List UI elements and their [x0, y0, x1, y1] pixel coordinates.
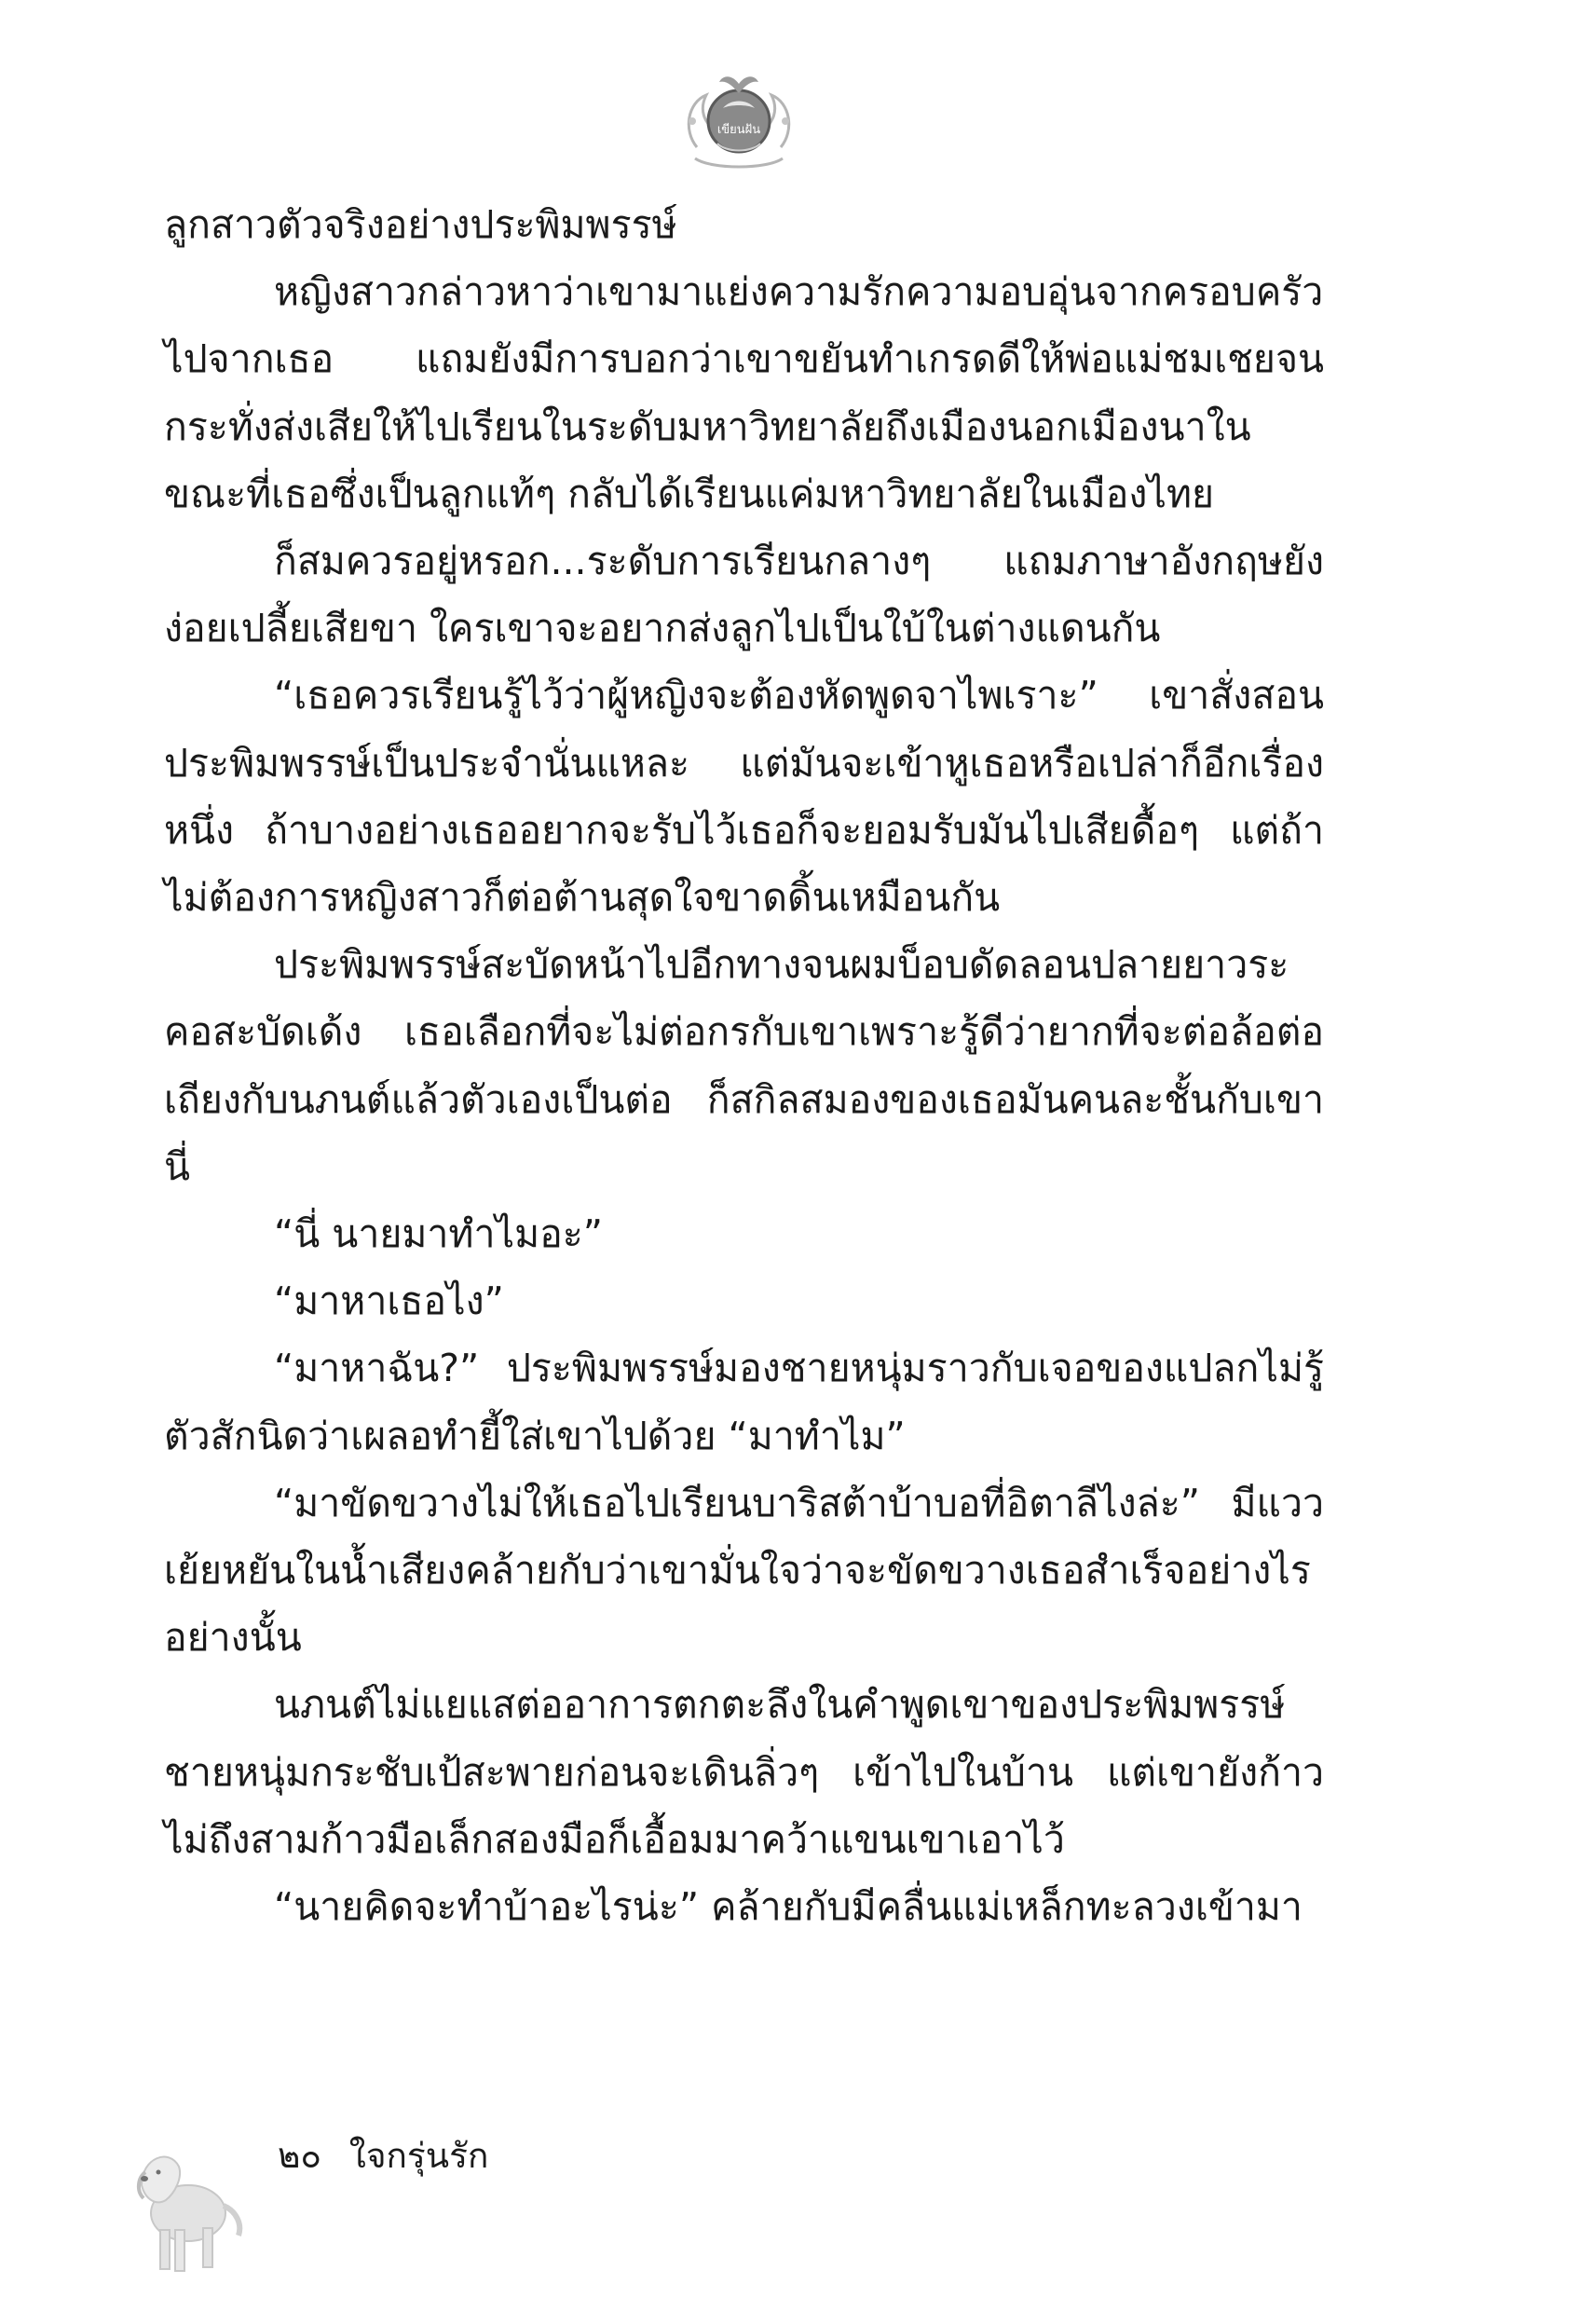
logo-text: เขียนฝัน: [716, 123, 761, 137]
paragraph: “มาขัดขวางไม่ให้เธอไปเรียนบาริสต้าบ้าบอที่อิตาลีไงล่ะ” มีแววเย้ยหยันในน้ำเสียงคล้ายกับว่าเขามั่นใจว่าจะขัดขวางเธอสำเร็จอย่างไรอย่างนั้น: [164, 1480, 1324, 1661]
labrador-dog-icon: [114, 2120, 253, 2278]
page-footer: [278, 2134, 488, 2179]
header-logo-icon: [678, 65, 799, 177]
paragraph: ก็สมควรอยู่หรอก...ระดับการเรียนกลางๆ แถมภาษาอังกฤษยังง่อยเปลี้ยเสียขา ใครเขาจะอยากส่งลูกไปเป็นใบ้ในต่างแดนกัน: [164, 539, 1324, 651]
page-number: ๒๐: [278, 2136, 321, 2176]
paragraph: หญิงสาวกล่าวหาว่าเขามาแย่งความรักความอบอุ่นจากครอบครัวไปจากเธอ แถมยังมีการบอกว่าเขาขยันทำเกรดดีให้พ่อแม่ชมเชยจนกระทั่งส่งเสียให้ไปเรียนในระดับมหาวิทยาลัยถึงเมืองนอกเมืองนาในขณะที่เธอซึ่งเป็นลูกแท้ๆ กลับได้เรียนแค่มหาวิทยาลัยในเมืองไทย: [164, 269, 1324, 516]
paragraph: นภนต์ไม่แยแสต่ออาการตกตะลึงในคำพูดเขาของประพิมพรรษ์ชายหนุ่มกระชับเป้สะพายก่อนจะเดินลิ่วๆ เข้าไปในบ้าน แต่เขายังก้าวไม่ถึงสามก้าวมือเล็กสองมือก็เอื้อมมาคว้าแขนเขาเอาไว้: [164, 1682, 1324, 1862]
paragraph: “มาหาฉัน?” ประพิมพรรษ์มองชายหนุ่มราวกับเจอของแปลกไม่รู้ตัวสักนิดว่าเผลอทำยี้ใส่เขาไปด้วย “มาทำไม”: [164, 1346, 1324, 1458]
paragraph: “มาหาเธอไง”: [274, 1279, 504, 1324]
paragraph: “เธอควรเรียนรู้ไว้ว่าผู้หญิงจะต้องหัดพูดจาไพเราะ” เขาสั่งสอนประพิมพรรษ์เป็นประจำนั่นแหละ แต่มันจะเข้าหูเธอหรือเปล่าก็อีกเรื่องหนึ่ง ถ้าบางอย่างเธออยากจะรับไว้เธอก็จะยอมรับมันไปเสียดื้อๆ แต่ถ้าไม่ต้องการหญิงสาวก็ต่อต้านสุดใจขาดดิ้นเหมือนกัน: [164, 673, 1324, 921]
paragraph: “นี่ นายมาทำไมอะ”: [274, 1211, 604, 1257]
ornamental-crest-icon: [678, 65, 799, 177]
paragraph: ประพิมพรรษ์สะบัดหน้าไปอีกทางจนผมบ็อบดัดลอนปลายยาวระคอสะบัดเด้ง เธอเลือกที่จะไม่ต่อกรกับเขาเพราะรู้ดีว่ายากที่จะต่อล้อต่อเถียงกับนภนต์แล้วตัวเองเป็นต่อ ก็สกิลสมองของเธอมันคนละชั้นกับเขานี่: [164, 942, 1324, 1189]
paragraph: “นายคิดจะทำบ้าอะไรน่ะ” คล้ายกับมีคลื่นแม่เหล็กทะลวงเข้ามา: [274, 1884, 1303, 1930]
paragraph: ลูกสาวตัวจริงอย่างประพิมพรรษ์: [164, 202, 677, 247]
body-text: [164, 191, 1324, 1940]
book-title: ใจกรุ่นรัก: [348, 2136, 489, 2176]
